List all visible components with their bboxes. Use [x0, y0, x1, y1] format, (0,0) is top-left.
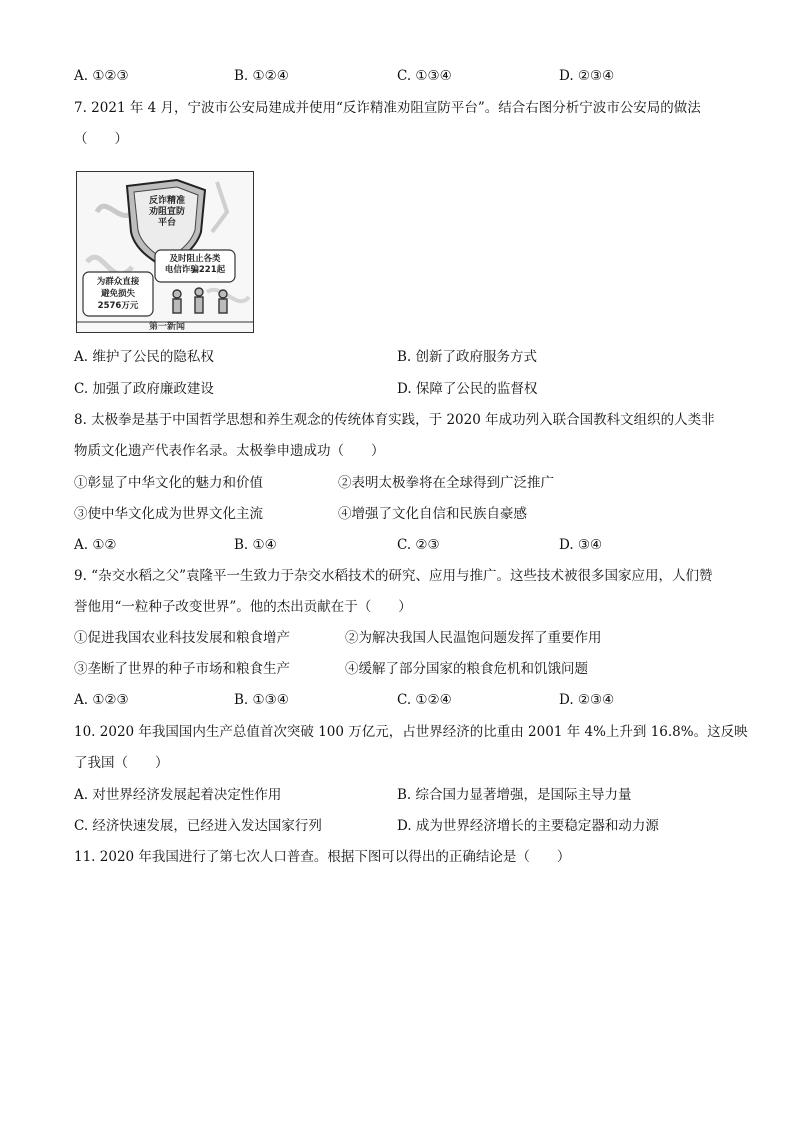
- q8-option-a[interactable]: A. ①②: [74, 537, 117, 553]
- q8-statement-2: ②表明太极拳将在全球得到广泛推广: [338, 475, 554, 491]
- q9-statement-1: ①促进我国农业科技发展和粮食增产: [74, 630, 290, 646]
- q9-option-a[interactable]: A. ①②③: [74, 692, 129, 708]
- q7-option-a[interactable]: A. 维护了公民的隐私权: [74, 349, 214, 365]
- q9-statement-3: ③垄断了世界的种子市场和粮食生产: [74, 661, 290, 677]
- q7-option-b[interactable]: B. 创新了政府服务方式: [397, 349, 538, 365]
- q10-option-d[interactable]: D. 成为世界经济增长的主要稳定器和动力源: [397, 818, 659, 834]
- q8-stem-line1: 8. 太极拳是基于中国哲学思想和养生观念的传统体育实践，于 2020 年成功列入联合国教科文组织的人类非: [74, 412, 715, 428]
- q7-stem-line2: （ ）: [74, 131, 128, 147]
- left-bubble-text: [85, 276, 151, 312]
- left-bubble-line1: 为群众直接: [96, 277, 140, 287]
- q9-statement-4: ④缓解了部分国家的粮食危机和饥饿问题: [345, 661, 588, 677]
- q10-stem-line1: 10. 2020 年我国国内生产总值首次突破 100 万亿元，占世界经济的比重由 2001 年 4%上升到 16.8%。这反映: [74, 724, 748, 740]
- right-bubble-text: [157, 254, 233, 276]
- q9-stem-line1: 9. “杂交水稻之父”袁隆平一生致力于杂交水稻技术的研究、应用与推广。这些技术被很多国家应用，人们赞: [74, 568, 713, 584]
- q7-figure: [76, 171, 254, 333]
- q8-statement-3: ③使中华文化成为世界文化主流: [74, 506, 263, 522]
- left-bubble-line3: 2576万元: [97, 301, 139, 311]
- q6-option-b[interactable]: B. ①②④: [234, 68, 289, 84]
- q10-option-a[interactable]: A. 对世界经济发展起着决定性作用: [74, 787, 282, 803]
- figure-caption: 第一新闻: [148, 322, 185, 332]
- q9-option-c[interactable]: C. ①②④: [397, 692, 452, 708]
- q6-option-c[interactable]: C. ①③④: [397, 68, 452, 84]
- q9-option-d[interactable]: D. ②③④: [559, 692, 615, 708]
- q6-option-d[interactable]: D. ②③④: [559, 68, 615, 84]
- q7-stem-line1: 7. 2021 年 4 月，宁波市公安局建成并使用“反诈精准劝阻宣防平台”。结合右图分析宁波市公安局的做法: [74, 100, 701, 116]
- q10-stem-line2: 了我国（ ）: [74, 755, 169, 771]
- right-bubble-line1: 及时阻止各类: [169, 254, 221, 264]
- q9-statement-2: ②为解决我国人民温饱问题发挥了重要作用: [345, 630, 602, 646]
- q8-option-d[interactable]: D. ③④: [559, 537, 603, 553]
- q11-stem-line1: 11. 2020 年我国进行了第七次人口普查。根据下图可以得出的正确结论是（ ）: [74, 849, 571, 865]
- q8-stem-line2: 物质文化遗产代表作名录。太极拳申遗成功（ ）: [74, 443, 385, 459]
- q9-option-b[interactable]: B. ①③④: [234, 692, 289, 708]
- shield-text-line3: 平台: [157, 218, 176, 228]
- right-bubble-line2: 电信诈骗221起: [164, 265, 226, 275]
- shield-text-line2: 劝阻宣防: [148, 207, 185, 217]
- q8-option-c[interactable]: C. ②③: [397, 537, 440, 553]
- left-bubble-line2: 避免损失: [100, 289, 135, 299]
- q6-option-a[interactable]: A. ①②③: [74, 68, 129, 84]
- shield-text-line1: 反诈精准: [148, 196, 185, 206]
- shield-text: [137, 196, 197, 229]
- q10-option-c[interactable]: C. 经济快速发展，已经进入发达国家行列: [74, 818, 322, 834]
- q8-statement-4: ④增强了文化自信和民族自豪感: [338, 506, 527, 522]
- q9-stem-line2: 誉他用“一粒种子改变世界”。他的杰出贡献在于（ ）: [74, 599, 412, 615]
- q10-option-b[interactable]: B. 综合国力显著增强，是国际主导力量: [397, 787, 632, 803]
- q8-statement-1: ①彰显了中华文化的魅力和价值: [74, 475, 263, 491]
- q8-option-b[interactable]: B. ①④: [234, 537, 277, 553]
- q7-option-d[interactable]: D. 保障了公民的监督权: [397, 381, 538, 397]
- q7-option-c[interactable]: C. 加强了政府廉政建设: [74, 381, 214, 397]
